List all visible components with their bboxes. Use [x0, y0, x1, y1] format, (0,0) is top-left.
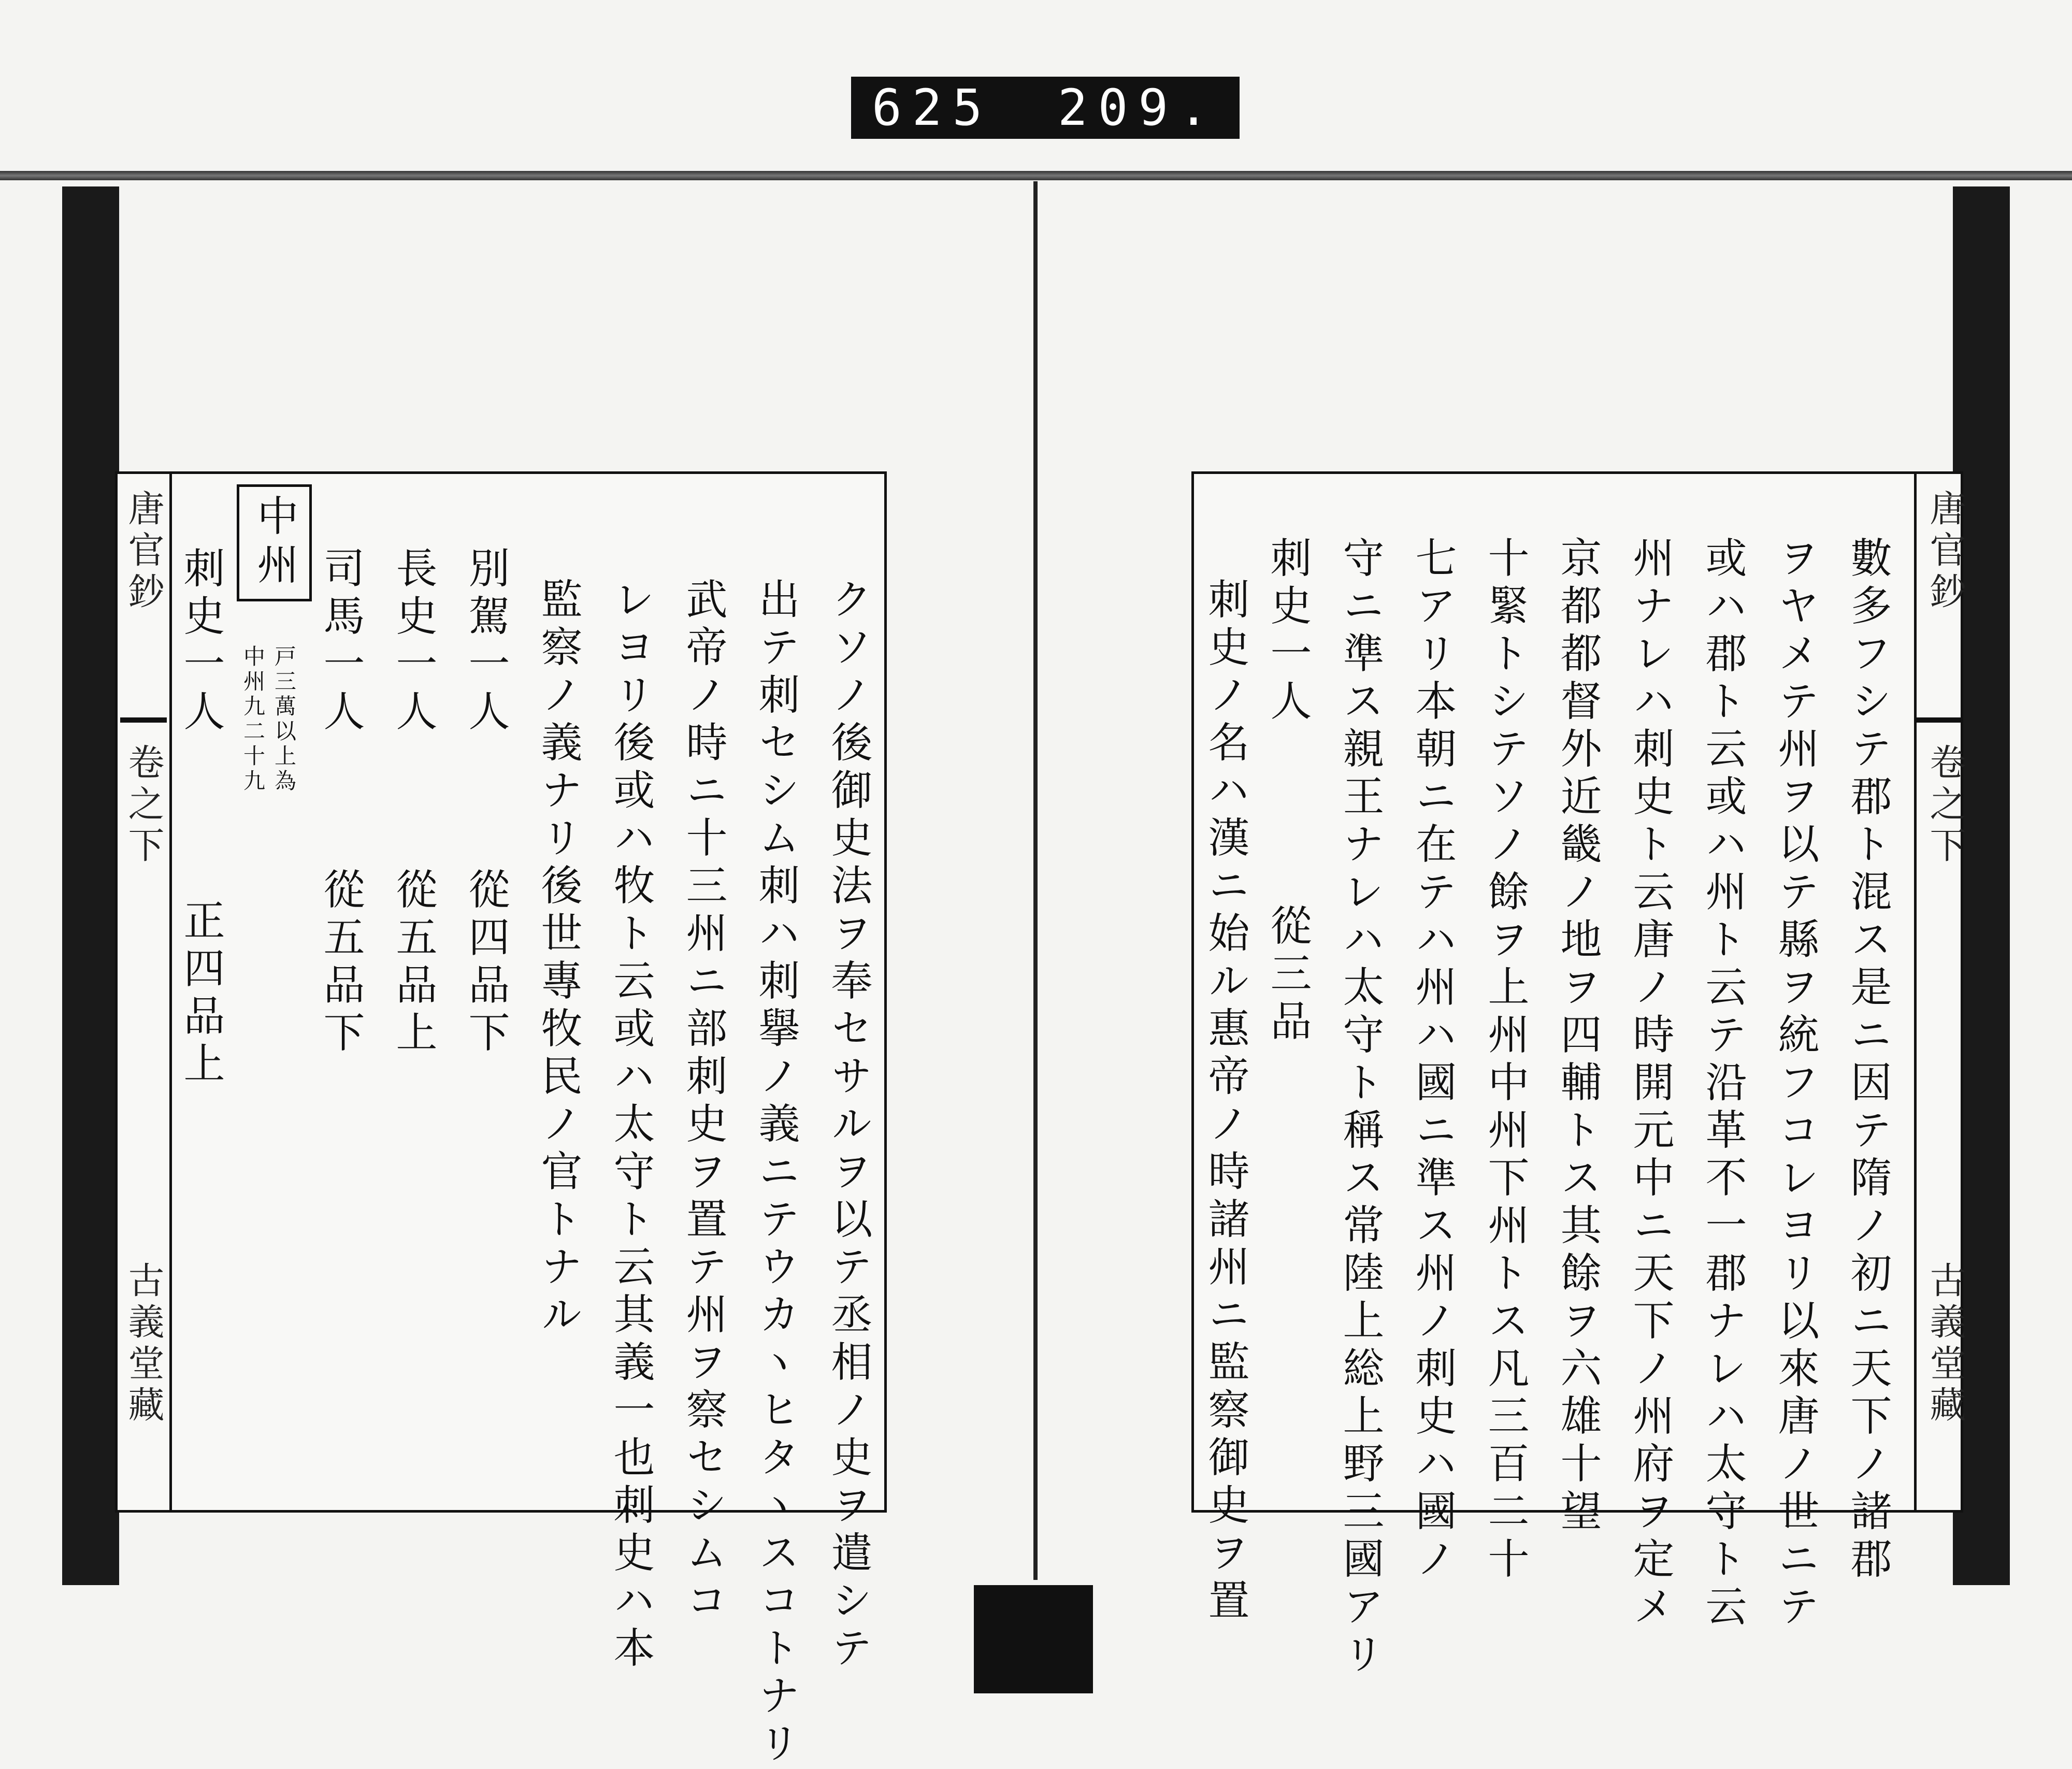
text-column-last: 刺史ノ名ハ漢ニ始ル惠帝ノ時諸州ニ監察御史ヲ置	[1201, 578, 1249, 1626]
catalog-number-left: 625	[872, 79, 993, 137]
left-margin-title: 唐官鈔	[122, 490, 165, 614]
heading-box-chushu: 中州	[237, 484, 312, 601]
right-margin-title: 唐官鈔	[1924, 490, 1966, 614]
post-title-1: 別駕一人	[462, 546, 510, 737]
right-margin-fold-mark	[1917, 717, 1963, 723]
post-rank-3: 從五品下	[316, 868, 365, 1058]
text-column-3: 或ハ郡ト云或ハ州ト云テ沿革不一郡ナレハ太守ト云	[1699, 536, 1747, 1632]
post-rank-2: 從五品上	[389, 868, 437, 1058]
left-page-edge	[62, 186, 119, 1585]
text-column-1: クソノ後御史法ヲ奉セサルヲ以テ丞相ノ史ヲ遣シテ	[824, 578, 872, 1674]
book-spine	[1033, 181, 1038, 1580]
left-margin-volume: 卷之下	[122, 743, 165, 868]
right-margin-volume: 卷之下	[1924, 743, 1966, 868]
left-page-frame	[115, 471, 887, 1769]
post-rank-1: 從四品下	[462, 868, 510, 1058]
text-column-6: 十緊トシテソノ餘ヲ上州中州下州トス凡三百二十	[1481, 536, 1529, 1585]
post-rank-4: 正四品上	[177, 899, 225, 1089]
catalog-number-right: 209.	[1057, 79, 1219, 137]
note-line-1: 戸三萬以上為	[271, 645, 297, 794]
post-title-3: 司馬一人	[316, 546, 365, 737]
note-line-2: 中州九二十九	[240, 645, 266, 794]
text-column-2: 出テ刺セシム刺ハ刺擧ノ義ニテウカヽヒタヽスコトナリ	[752, 578, 800, 1769]
left-margin-fold-mark	[120, 717, 167, 723]
post-rank: 從三品	[1263, 904, 1312, 1047]
post-title-2: 長史一人	[389, 546, 437, 737]
right-margin-rule	[1914, 474, 1917, 1510]
text-column-7: 七アリ本朝ニ在テハ州ハ國ニ準ス州ノ刺史ハ國ノ	[1408, 536, 1457, 1585]
right-margin-publisher: 古義堂藏	[1924, 1261, 1966, 1427]
text-column-8: 守ニ準ス親王ナレハ太守ト稱ス常陸上総上野三國アリ	[1336, 536, 1384, 1680]
post-title: 刺史一人	[1263, 536, 1312, 727]
post-title-4: 刺史一人	[177, 546, 225, 737]
text-column-2: ヲヤメテ州ヲ以テ縣ヲ統フコレヨリ以來唐ノ世ニテ	[1771, 536, 1819, 1632]
catalog-label	[851, 77, 1240, 139]
binding-rod	[0, 171, 2072, 180]
text-column-4: レヨリ後或ハ牧ト云或ハ太守ト云其義一也刺史ハ本	[607, 578, 655, 1674]
text-column-1: 數多フシテ郡ト混ス是ニ因テ隋ノ初ニ天下ノ諸郡	[1844, 536, 1892, 1585]
bottom-tab	[974, 1585, 1093, 1693]
left-margin-rule	[169, 474, 172, 1510]
right-page-frame	[1191, 471, 1966, 1680]
text-column-4: 州ナレハ刺史ト云唐ノ時開元中ニ天下ノ州府ヲ定メ	[1626, 536, 1674, 1632]
left-margin-publisher: 古義堂藏	[122, 1261, 165, 1427]
text-column-5: 監察ノ義ナリ後世專牧民ノ官トナル	[534, 578, 582, 1340]
text-column-5: 京都都督外近畿ノ地ヲ四輔トス其餘ヲ六雄十望	[1553, 536, 1602, 1537]
text-column-3: 武帝ノ時ニ十三州ニ部刺史ヲ置テ州ヲ察セシムコ	[679, 578, 727, 1626]
